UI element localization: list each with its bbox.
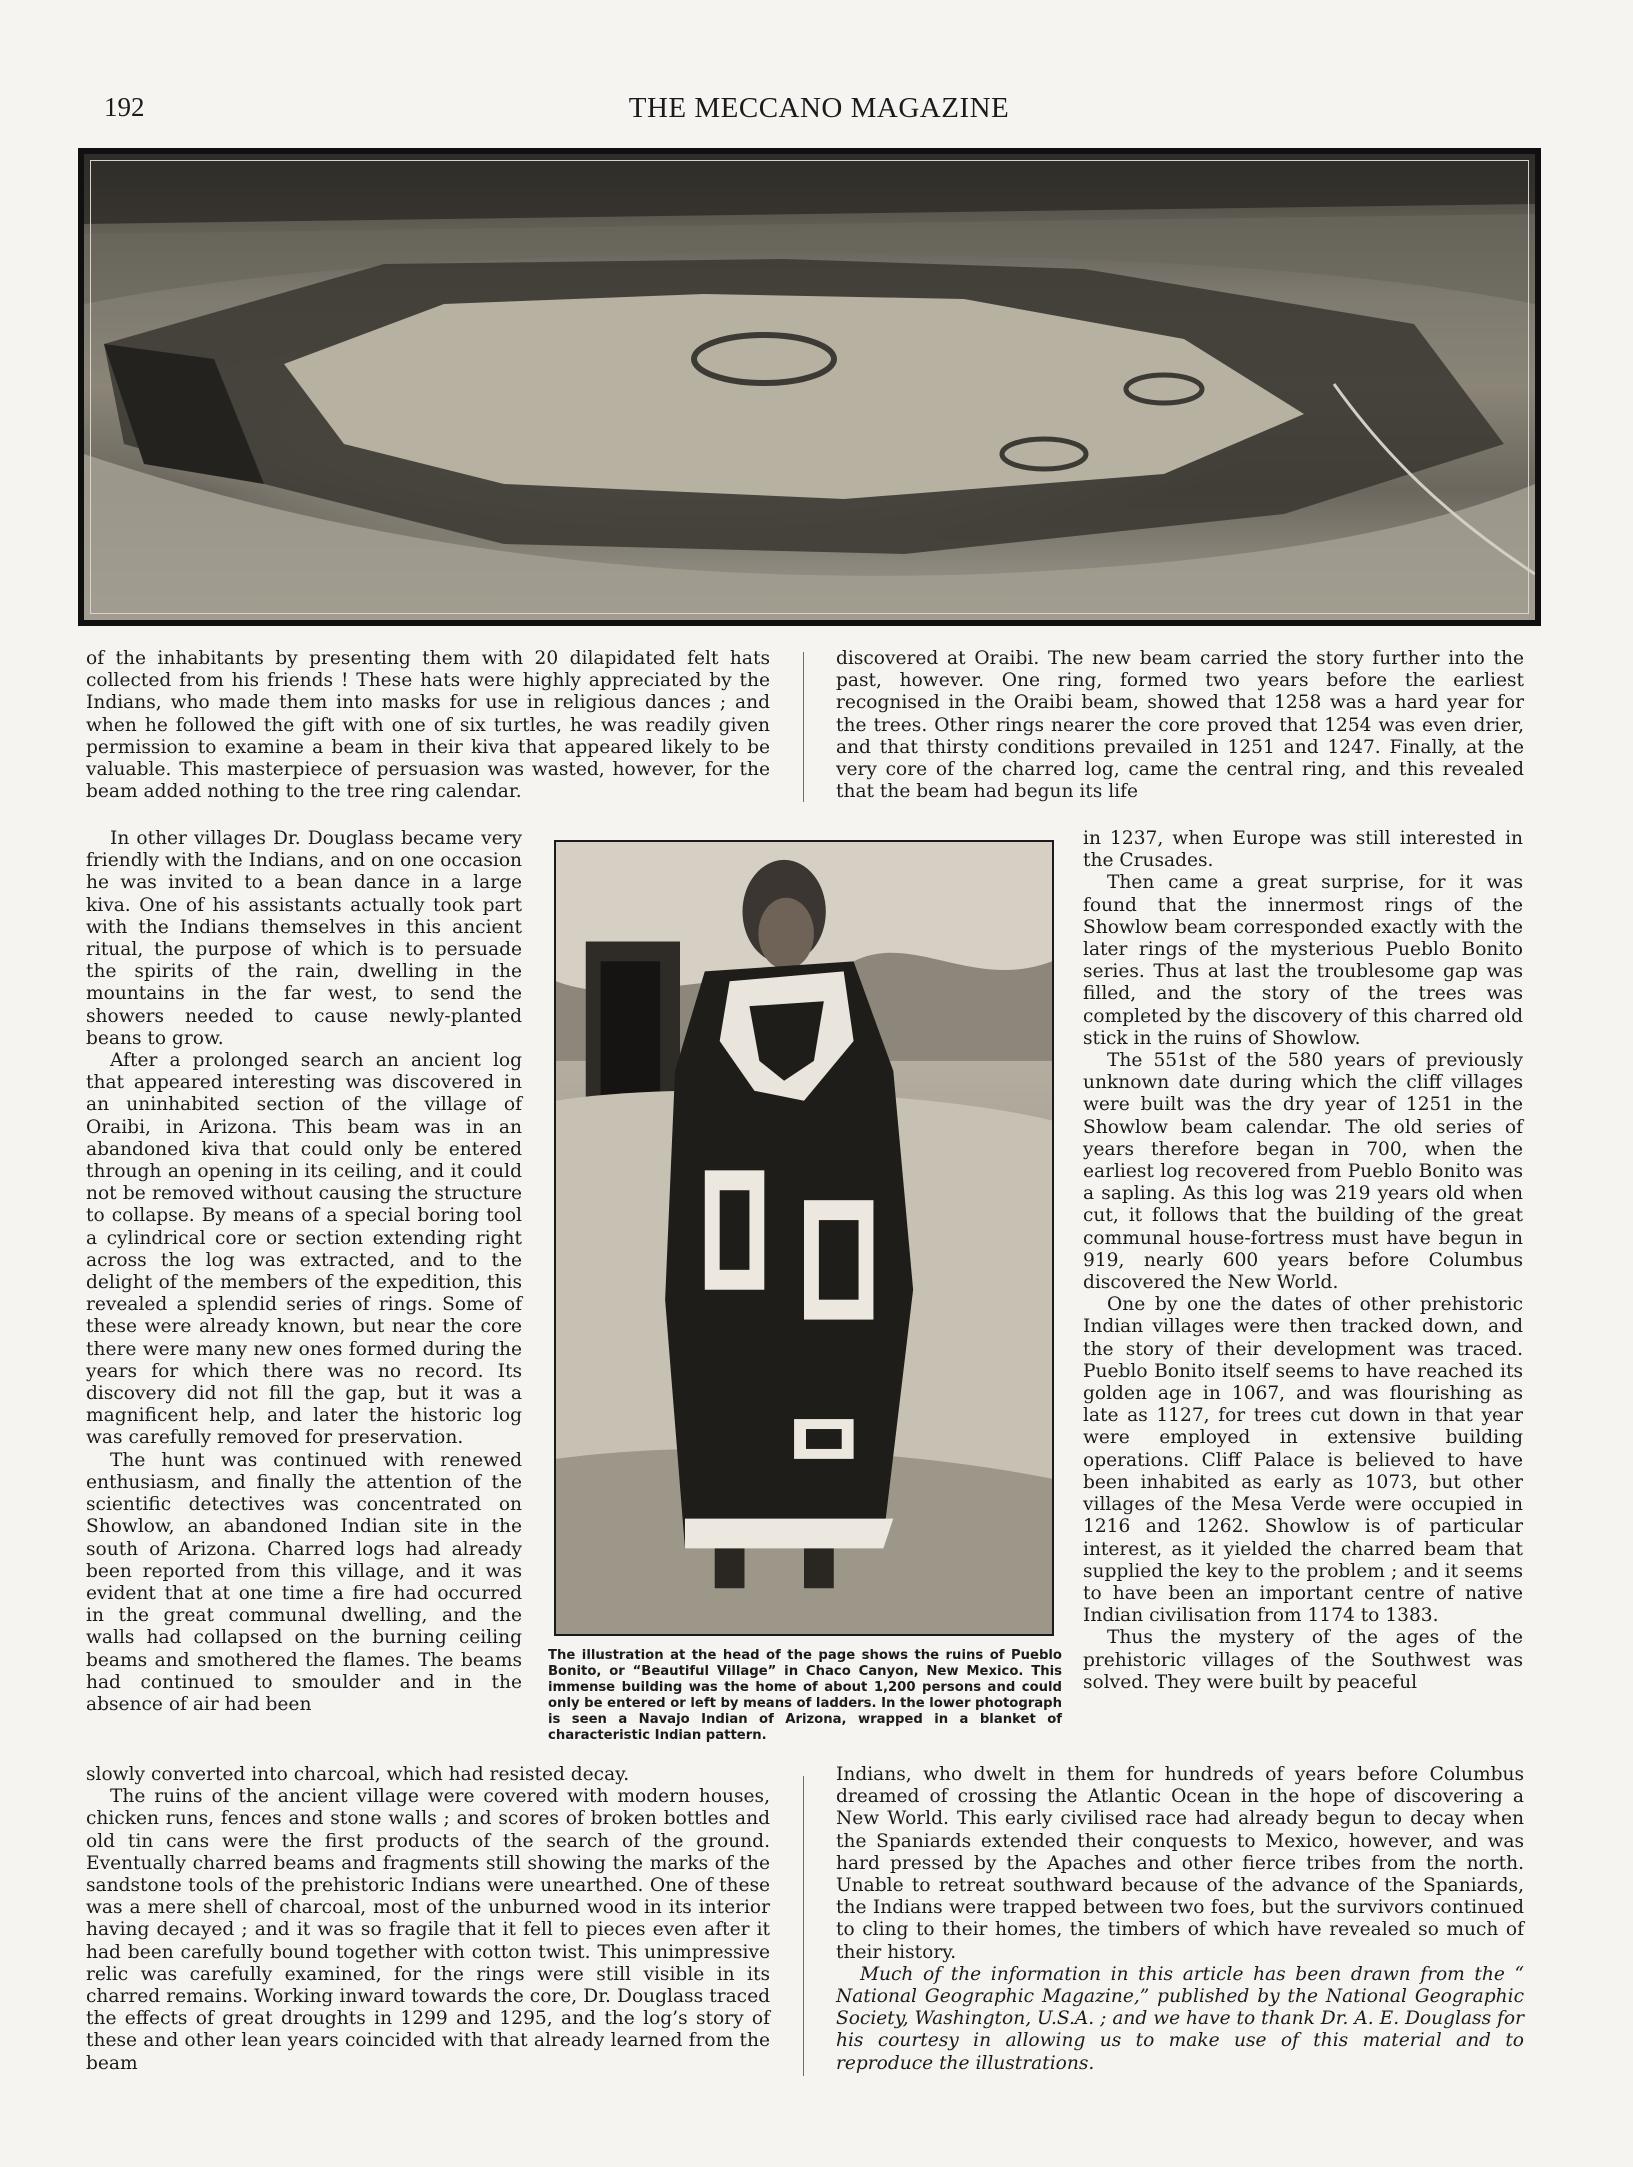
right-column-bottom xyxy=(836,1764,1524,2075)
page-header xyxy=(104,92,1534,142)
body-paragraph: Then came a great surprise, for it was found that the innermost rings of the Showlow beam corresponded exactly with the later rings of the mysterious Pueblo Bonito series. Thus at last the troublesome gap was filled, and the story of the trees was completed by the discovery of this charred old stick in the ruins of Showlow. xyxy=(1083,872,1523,1049)
pueblo-bonito-ruins-photo xyxy=(78,148,1541,626)
body-paragraph: in 1237, when Europe was still interested in the Crusades. xyxy=(1083,828,1523,872)
right-column-narrow xyxy=(1083,828,1523,1694)
right-column-top xyxy=(836,648,1524,803)
left-column-top xyxy=(86,648,770,803)
navajo-indian-photo xyxy=(554,840,1054,1636)
body-paragraph: The ruins of the ancient village were covered with modern houses, chicken runs, fences and stone walls ; and scores of broken bottles and old tin cans were the first products of the search of the ground. Eventually charred beams and fragments still showing the marks of the sandstone tools of the prehistoric Indians were unearthed. One of these was a mere shell of charcoal, most of the unburned wood in its interior having decayed ; and it was so fragile that it fell to pieces even after it had been carefully bound together with cotton twist. This unimpressive relic was carefully examined, for the rings were still visible in its charred remains. Working inward towards the core, Dr. Douglass traced the effects of great droughts in 1299 and 1295, and the log’s story of these and other lean years coincided with that already learned from the beam xyxy=(86,1786,770,2074)
body-paragraph: of the inhabitants by presenting them with 20 dilapidated felt hats collected from his friends ! These hats were highly appreciated by the Indians, who made them into masks for use in religious dances ; and when he followed the gift with one of six turtles, he was readily given permission to examine a beam in their kiva that appeared likely to be valuable. This masterpiece of persuasion was wasted, however, for the beam added nothing to the tree ring calendar. xyxy=(86,648,770,803)
column-rule xyxy=(803,1776,804,2076)
body-paragraph: slowly converted into charcoal, which had resisted decay. xyxy=(86,1764,630,1785)
left-column-bottom xyxy=(86,1764,770,2075)
body-paragraph: The 551st of the 580 years of previously unknown date during which the cliff villages were built was the dry year of 1251 in the Showlow beam calendar. The old series of years therefore began in 700, when the earliest log recovered from Pueblo Bonito was a sapling. As this log was 219 years old when cut, it follows that the building of the great communal house-fortress must have begun in 919, nearly 600 years before Columbus discovered the New World. xyxy=(1083,1050,1523,1294)
magazine-title: THE MECCANO MAGAZINE xyxy=(628,92,1010,124)
credits-note: Much of the information in this article has been drawn from the “ National Geographic Magazine,” published by the National Geographic Society, Washington, U.S.A. ; and we have to thank Dr. A. E. Douglass for his courtesy in allowing us to make use of this material and to reproduce the illustrations. xyxy=(836,1963,1524,2074)
photo-caption: The illustration at the head of the page shows the ruins of Pueblo Bonito, or “Beautiful Village” in Chaco Canyon, New Mexico. This immense building was the home of about 1,200 persons and could only be entered or left by means of ladders. In the lower photograph is seen a Navajo Indian of Arizona, wrapped in a blanket of characteristic Indian pattern. xyxy=(548,1648,1062,1743)
body-paragraph: In other villages Dr. Douglass became very friendly with the Indians, and on one occasion he was invited to a bean dance in a large kiva. One of his assistants actually took part with the Indians themselves in this ancient ritual, the purpose of which is to persuade the spirits of the rain, dwelling in the mountains in the far west, to send the showers needed to cause newly-planted beans to grow. xyxy=(86,828,522,1049)
left-column-narrow xyxy=(86,828,522,1716)
body-paragraph: Thus the mystery of the ages of the prehistoric villages of the Southwest was solved. They were built by peaceful xyxy=(1083,1627,1523,1693)
body-paragraph: After a prolonged search an ancient log that appeared interesting was discovered in an uninhabited section of the village of Oraibi, in Arizona. This beam was in an abandoned kiva that could only be entered through an opening in its ceiling, and it could not be removed without causing the structure to collapse. By means of a special boring tool a cylindrical core or section extending right across the log was extracted, and to the delight of the members of the expedition, this revealed a splendid series of rings. Some of these were already known, but near the core there were many new ones formed during the years for which there was no record. Its discovery did not fill the gap, but it was a magnificent help, and later the historic log was carefully removed for preservation. xyxy=(86,1050,522,1449)
body-paragraph: discovered at Oraibi. The new beam carried the story further into the past, however. One ring, formed two years before the earliest recognised in the Oraibi beam, showed that 1258 was a hard year for the trees. Other rings nearer the core proved that 1254 was even drier, and that thirsty conditions prevailed in 1251 and 1247. Finally, at the very core of the charred log, came the central ring, and this revealed that the beam had begun its life xyxy=(836,648,1524,803)
body-paragraph: Indians, who dwelt in them for hundreds of years before Columbus dreamed of crossing the Atlantic Ocean in the hope of discovering a New World. This early civilised race had already begun to decay when the Spaniards extended their conquests to Mexico, however, and was hard pressed by the Apaches and other fierce tribes from the north. Unable to retreat southward because of the advance of the Spaniards, the Indians were trapped between two foes, but the survivors continued to cling to their homes, the timbers of which have revealed so much of their history. xyxy=(836,1764,1524,1963)
navajo-photo-illustration xyxy=(556,842,1052,1634)
body-paragraph: The hunt was continued with renewed enthusiasm, and finally the attention of the scientific detectives was concentrated on Showlow, an abandoned Indian site in the south of Arizona. Charred logs had already been reported from this village, and it was evident that at one time a fire had occurred in the great communal dwelling, and the walls had collapsed on the burning ceiling beams and smothered the flames. The beams had continued to smoulder and in the absence of air had been xyxy=(86,1449,522,1715)
body-paragraph: One by one the dates of other prehistoric Indian villages were then tracked down, and the story of their development was traced. Pueblo Bonito itself seems to have reached its golden age in 1067, and was flourishing as late as 1127, for trees cut down in that year were employed in extensive building operations. Cliff Palace is believed to have been inhabited as early as 1073, but other villages of the Mesa Verde were occupied in 1216 and 1262. Showlow is of particular interest, as it yielded the charred beam that supplied the key to the problem ; and it seems to have been an important centre of native Indian civilisation from 1174 to 1383. xyxy=(1083,1294,1523,1627)
page-number: 192 xyxy=(104,92,145,122)
column-rule xyxy=(803,652,804,802)
